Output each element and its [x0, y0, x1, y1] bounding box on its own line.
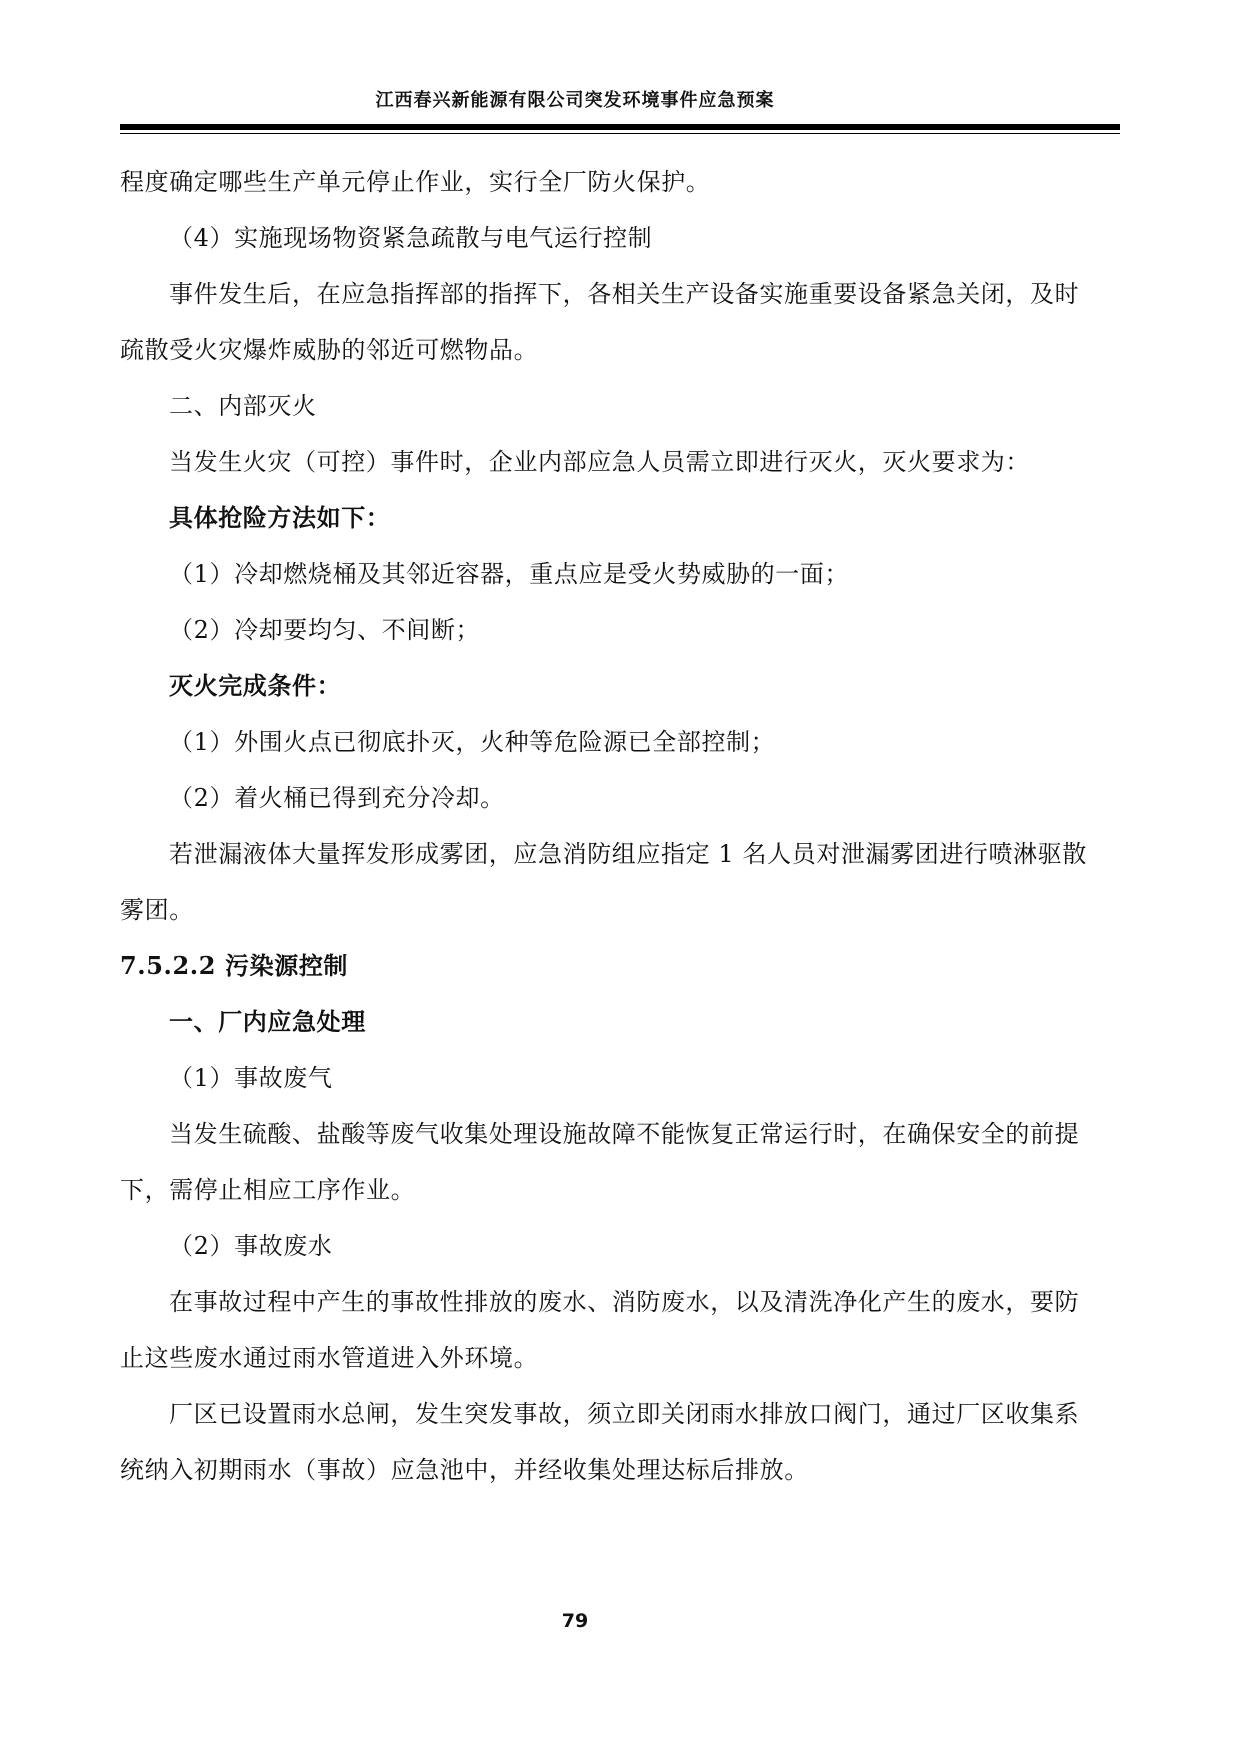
document-header-title: 江西春兴新能源有限公司突发环境事件应急预案 — [375, 90, 775, 111]
page-number: 79 — [561, 1610, 589, 1632]
paragraph-line: 雾团。 — [120, 896, 194, 924]
paragraph-continuation: 程度确定哪些生产单元停止作业，实行全厂防火保护。 — [120, 168, 711, 196]
list-item: （1）事故废气 — [169, 1064, 333, 1092]
method-heading: 具体抢险方法如下： — [169, 503, 391, 532]
paragraph-line: 当发生硫酸、盐酸等废气收集处理设施故障不能恢复正常运行时，在确保安全的前提 — [169, 1120, 1080, 1148]
list-item: （1）冷却燃烧桶及其邻近容器，重点应是受火势威胁的一面； — [169, 560, 850, 588]
section-heading-7522: 7.5.2.2 污染源控制 — [120, 951, 349, 980]
list-item: （2）冷却要均匀、不间断； — [169, 616, 481, 644]
paragraph-line: 止这些废水通过雨水管道进入外环境。 — [120, 1344, 539, 1372]
paragraph-line: 厂区已设置雨水总闸，发生突发事故，须立即关闭雨水排放口阀门，通过厂区收集系 — [169, 1400, 1080, 1428]
paragraph-line: 下，需停止相应工序作业。 — [120, 1176, 416, 1204]
list-item: （2）事故废水 — [169, 1232, 333, 1260]
item-4-heading: （4）实施现场物资紧急疏散与电气运行控制 — [169, 224, 653, 252]
paragraph-line: 疏散受火灾爆炸威胁的邻近可燃物品。 — [120, 336, 539, 364]
completion-heading: 灭火完成条件： — [169, 671, 342, 700]
section-heading-internal-fire: 二、内部灭火 — [169, 392, 317, 420]
header-rule-thick — [120, 124, 1120, 130]
paragraph-line: 在事故过程中产生的事故性排放的废水、消防废水，以及清洗净化产生的废水，要防 — [169, 1288, 1080, 1316]
list-item: （2）着火桶已得到充分冷却。 — [169, 784, 505, 812]
paragraph-line: 当发生火灾（可控）事件时，企业内部应急人员需立即进行灭火，灭火要求为： — [169, 448, 1030, 476]
paragraph-line: 若泄漏液体大量挥发形成雾团，应急消防组应指定 1 名人员对泄漏雾团进行喷淋驱散 — [169, 840, 1087, 868]
subsection-heading: 一、厂内应急处理 — [169, 1007, 366, 1036]
paragraph-line: 统纳入初期雨水（事故）应急池中，并经收集处理达标后排放。 — [120, 1456, 809, 1484]
header-rule-thin — [120, 133, 1120, 134]
list-item: （1）外围火点已彻底扑灭，火种等危险源已全部控制； — [169, 728, 776, 756]
paragraph-line: 事件发生后，在应急指挥部的指挥下，各相关生产设备实施重要设备紧急关闭，及时 — [169, 280, 1080, 308]
